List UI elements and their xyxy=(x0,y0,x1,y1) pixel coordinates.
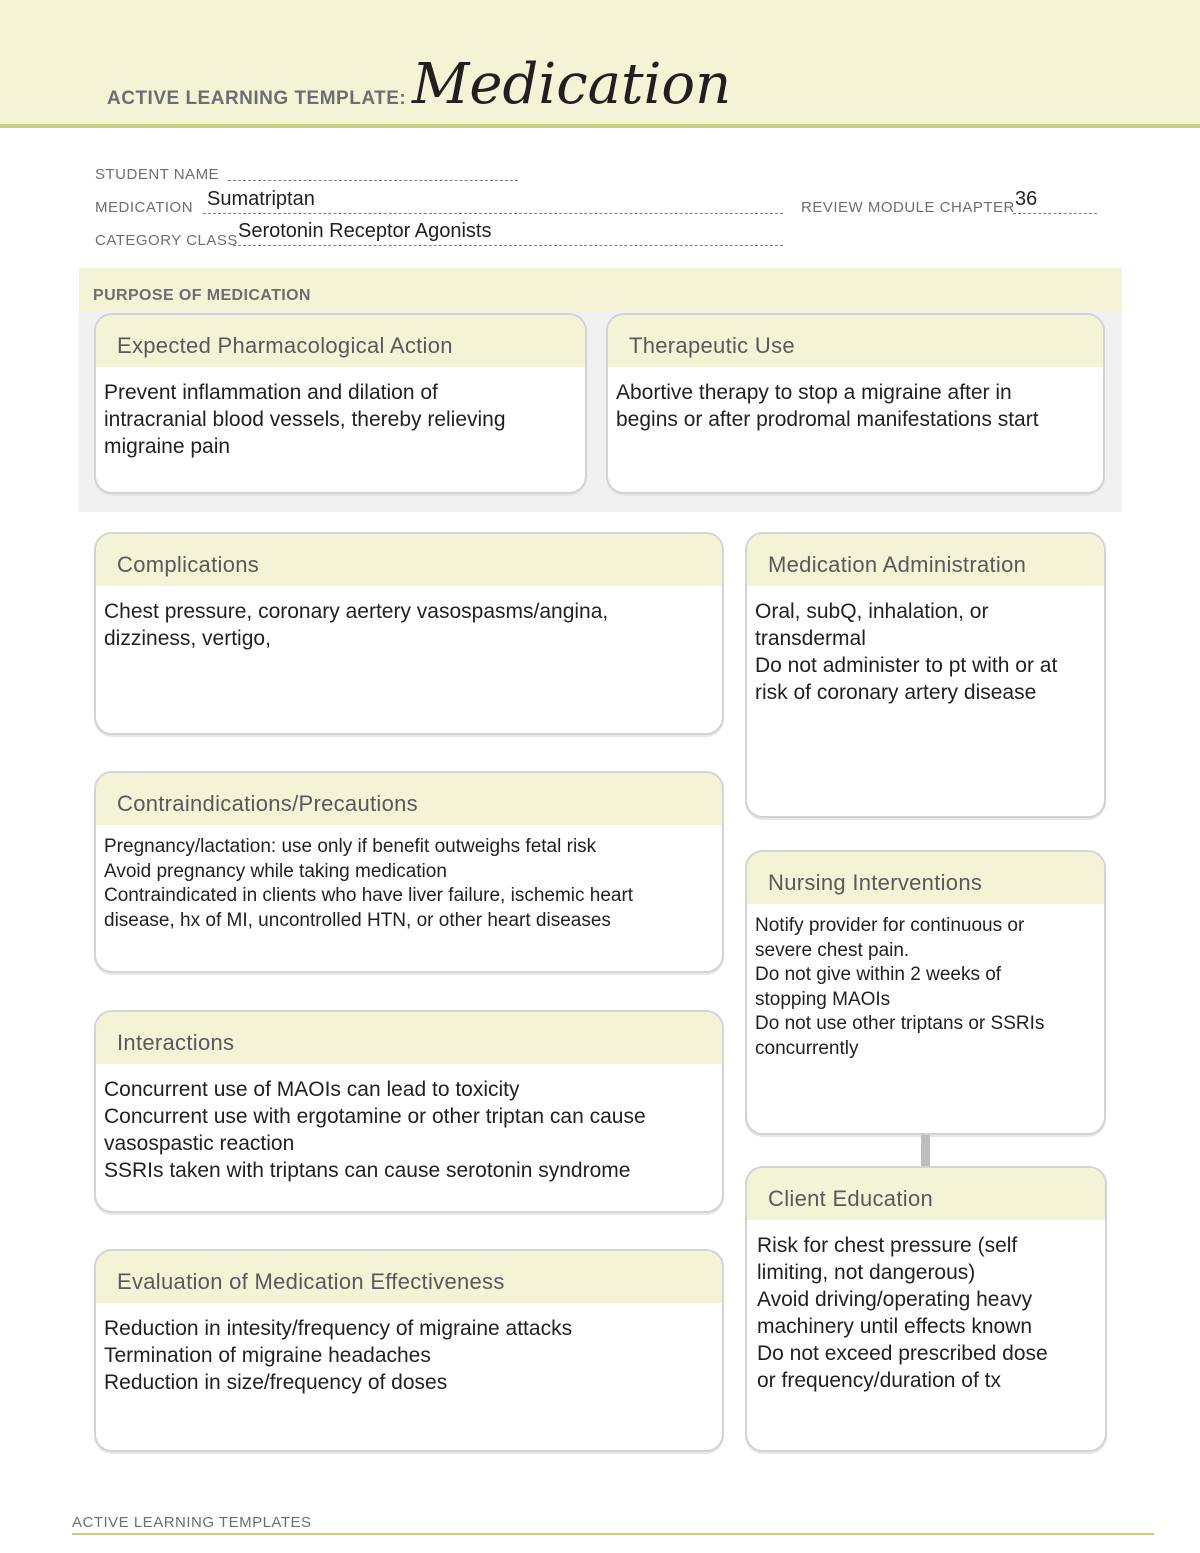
footer-rule xyxy=(72,1533,1154,1535)
card-title: Interactions xyxy=(96,1012,722,1064)
text-line: machinery until effects known xyxy=(757,1315,1033,1338)
text-line: dizziness, vertigo, xyxy=(104,627,271,650)
category-field[interactable] xyxy=(233,245,783,246)
medication-value: Sumatriptan xyxy=(207,188,315,210)
text-line: Contraindicated in clients who have liver failure, ischemic heart xyxy=(104,885,634,906)
student-name-field[interactable] xyxy=(228,180,518,181)
card-title: Client Education xyxy=(747,1168,1105,1220)
text-line: Reduction in intesity/frequency of migraine attacks xyxy=(104,1317,573,1340)
text-line: Chest pressure, coronary aertery vasospasms/angina, xyxy=(104,600,609,623)
medication-field[interactable] xyxy=(203,213,783,214)
text-line: Avoid driving/operating heavy xyxy=(757,1288,1033,1311)
text-line: Termination of migraine headaches xyxy=(104,1344,431,1367)
text-line: or frequency/duration of tx xyxy=(757,1369,1001,1392)
text-line: Notify provider for continuous or xyxy=(755,915,1025,936)
card-title: Evaluation of Medication Effectiveness xyxy=(96,1251,722,1303)
text-line: Concurrent use with ergotamine or other triptan can cause xyxy=(104,1105,646,1128)
template-label: ACTIVE LEARNING TEMPLATE: xyxy=(107,88,407,109)
text-line: concurrently xyxy=(755,1037,859,1059)
card-title: Nursing Interventions xyxy=(747,852,1104,904)
card-text[interactable] xyxy=(96,825,722,933)
text-line: Pregnancy/lactation: use only if benefit outweighs fetal risk xyxy=(104,836,597,857)
category-value: Serotonin Receptor Agonists xyxy=(238,220,492,242)
client-education-card xyxy=(745,1166,1107,1452)
card-title: Expected Pharmacological Action xyxy=(96,315,585,367)
text-line: risk of coronary artery disease xyxy=(755,681,1037,704)
text-line: Prevent inflammation and dilation of xyxy=(104,381,438,404)
text-line: Do not use other triptans or SSRIs xyxy=(755,1013,1045,1034)
contraindications-card xyxy=(94,771,724,973)
text-line: Do not exceed prescribed dose xyxy=(757,1342,1048,1365)
card-text[interactable] xyxy=(747,1220,1105,1394)
text-line: transdermal xyxy=(755,627,866,650)
purpose-label: PURPOSE OF MEDICATION xyxy=(93,287,311,304)
text-line: migraine pain xyxy=(104,435,231,458)
student-name-label: STUDENT NAME xyxy=(95,166,220,183)
footer-label: ACTIVE LEARNING TEMPLATES xyxy=(72,1514,312,1531)
card-title: Therapeutic Use xyxy=(608,315,1103,367)
connector-bar xyxy=(921,1135,930,1166)
text-line: Do not give within 2 weeks of xyxy=(755,964,1002,985)
text-line: disease, hx of MI, uncontrolled HTN, or other heart diseases xyxy=(104,909,611,931)
text-line: Do not administer to pt with or at xyxy=(755,654,1058,677)
card-text[interactable] xyxy=(96,367,585,460)
text-line: Concurrent use of MAOIs can lead to toxicity xyxy=(104,1078,520,1101)
text-line: limiting, not dangerous) xyxy=(757,1261,976,1284)
card-text[interactable] xyxy=(96,1303,722,1396)
card-title: Complications xyxy=(96,534,722,586)
category-label: CATEGORY CLASS xyxy=(95,232,238,249)
text-line: Oral, subQ, inhalation, or xyxy=(755,600,989,623)
chapter-field[interactable] xyxy=(1013,213,1097,214)
chapter-label: REVIEW MODULE CHAPTER xyxy=(801,199,1015,216)
text-line: vasospastic reaction xyxy=(104,1132,295,1155)
expected-action-card xyxy=(94,313,587,494)
card-title: Contraindications/Precautions xyxy=(96,773,722,825)
text-line: Risk for chest pressure (self xyxy=(757,1234,1018,1257)
card-text[interactable] xyxy=(96,586,722,652)
administration-card xyxy=(745,532,1106,818)
card-title: Medication Administration xyxy=(747,534,1104,586)
text-line: Abortive therapy to stop a migraine after in xyxy=(616,381,1012,404)
evaluation-card xyxy=(94,1249,724,1452)
card-text[interactable] xyxy=(747,586,1104,706)
interactions-card xyxy=(94,1010,724,1213)
card-text[interactable] xyxy=(747,904,1104,1061)
text-line: stopping MAOIs xyxy=(755,988,891,1010)
text-line: severe chest pain. xyxy=(755,939,910,961)
chapter-value: 36 xyxy=(1015,188,1038,210)
therapeutic-use-card xyxy=(606,313,1105,494)
text-line: Reduction in size/frequency of doses xyxy=(104,1371,448,1394)
medication-label: MEDICATION xyxy=(95,199,194,216)
text-line: intracranial blood vessels, thereby relieving xyxy=(104,408,506,431)
text-line: Avoid pregnancy while taking medication xyxy=(104,860,447,882)
header-rule xyxy=(0,124,1200,128)
nursing-interventions-card xyxy=(745,850,1106,1135)
complications-card xyxy=(94,532,724,735)
card-text[interactable] xyxy=(608,367,1103,433)
page-title: Medication xyxy=(412,52,732,117)
text-line: begins or after prodromal manifestations start xyxy=(616,408,1039,431)
text-line: SSRIs taken with triptans can cause serotonin syndrome xyxy=(104,1159,631,1182)
card-text[interactable] xyxy=(96,1064,722,1184)
